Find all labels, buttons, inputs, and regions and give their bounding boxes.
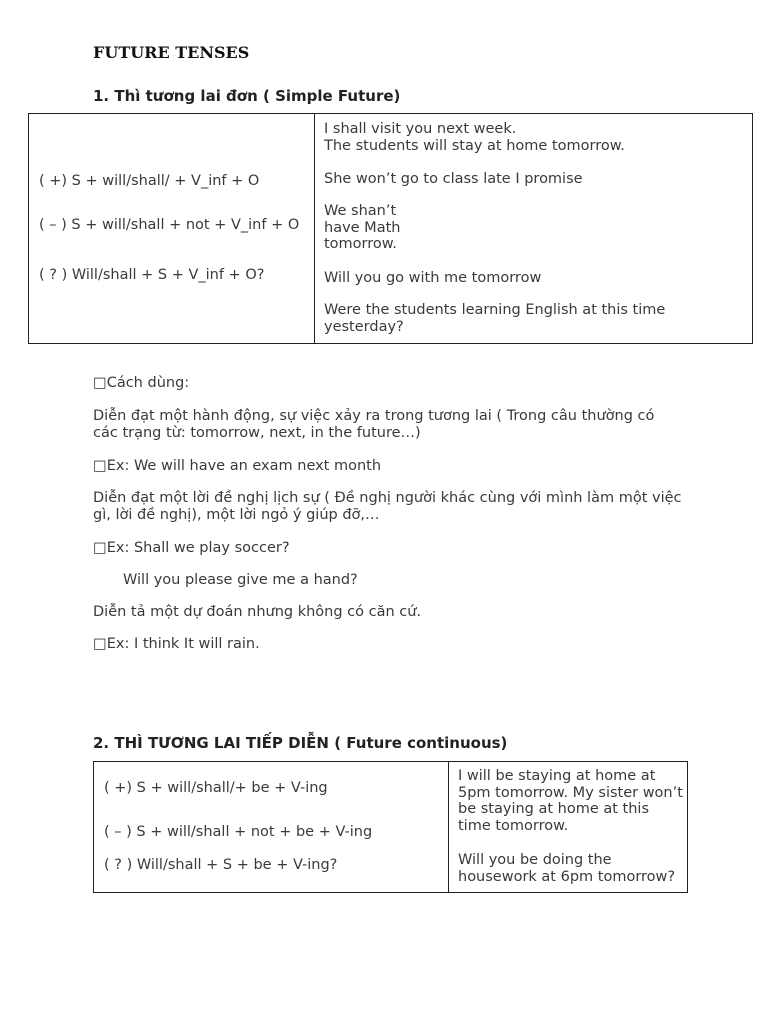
formula-affirmative: ( +) S + will/shall/ + V_inf + O [39, 173, 260, 189]
example-5: Were the students learning English at this time yesterday? [324, 302, 666, 335]
example-1: I shall visit you next week. The students will stay at home tomorrow. [324, 121, 625, 154]
usage-example-1: □Ex: We will have an exam next month [93, 458, 382, 474]
bullet-glyph-icon: □ [93, 375, 107, 391]
formula-question: ( ? ) Will/shall + S + be + V-ing? [104, 857, 338, 873]
section-2-heading: 2. THÌ TƯƠNG LAI TIẾP DIỄN ( Future continuous) [93, 734, 508, 752]
usage-2: Diễn đạt một lời đề nghị lịch sự ( Đề nghị người khác cùng với mình làm một việc gì, lời đề nghị), một lời ngỏ ý giúp đỡ,… [93, 490, 682, 523]
section-1-heading: 1. Thì tương lai đơn ( Simple Future) [93, 87, 401, 105]
table-divider [448, 762, 449, 892]
usage-example-3: □Ex: I think It will rain. [93, 636, 260, 652]
section-2-table [93, 761, 688, 893]
page-title: FUTURE TENSES [93, 43, 250, 62]
example-3: We shan’t have Math tomorrow. [324, 203, 401, 252]
bullet-glyph-icon: □ [93, 636, 107, 652]
formula-negative: ( – ) S + will/shall + not + be + V-ing [104, 824, 373, 840]
example-4: Will you go with me tomorrow [324, 270, 542, 286]
example-2: She won’t go to class late I promise [324, 171, 583, 187]
usage-example-2: □Ex: Shall we play soccer? [93, 540, 290, 556]
usage-label: □Cách dùng: [93, 375, 190, 391]
bullet-glyph-icon: □ [93, 458, 107, 474]
formula-negative: ( – ) S + will/shall + not + V_inf + O [39, 217, 300, 233]
table-divider [314, 114, 315, 343]
bullet-glyph-icon: □ [93, 540, 107, 556]
formula-question: ( ? ) Will/shall + S + V_inf + O? [39, 267, 265, 283]
formula-affirmative: ( +) S + will/shall/+ be + V-ing [104, 780, 328, 796]
usage-3: Diễn tả một dự đoán nhưng không có căn cứ. [93, 604, 422, 620]
section-1-table [28, 113, 753, 344]
example-1: I will be staying at home at 5pm tomorrow. My sister won’t be staying at home at this time tomorrow. [458, 768, 683, 834]
usage-example-2b: Will you please give me a hand? [123, 572, 358, 588]
usage-1: Diễn đạt một hành động, sự việc xảy ra trong tương lai ( Trong câu thường có các trạng từ: tomorrow, next, in the future…) [93, 408, 655, 441]
example-2: Will you be doing the housework at 6pm tomorrow? [458, 852, 676, 885]
